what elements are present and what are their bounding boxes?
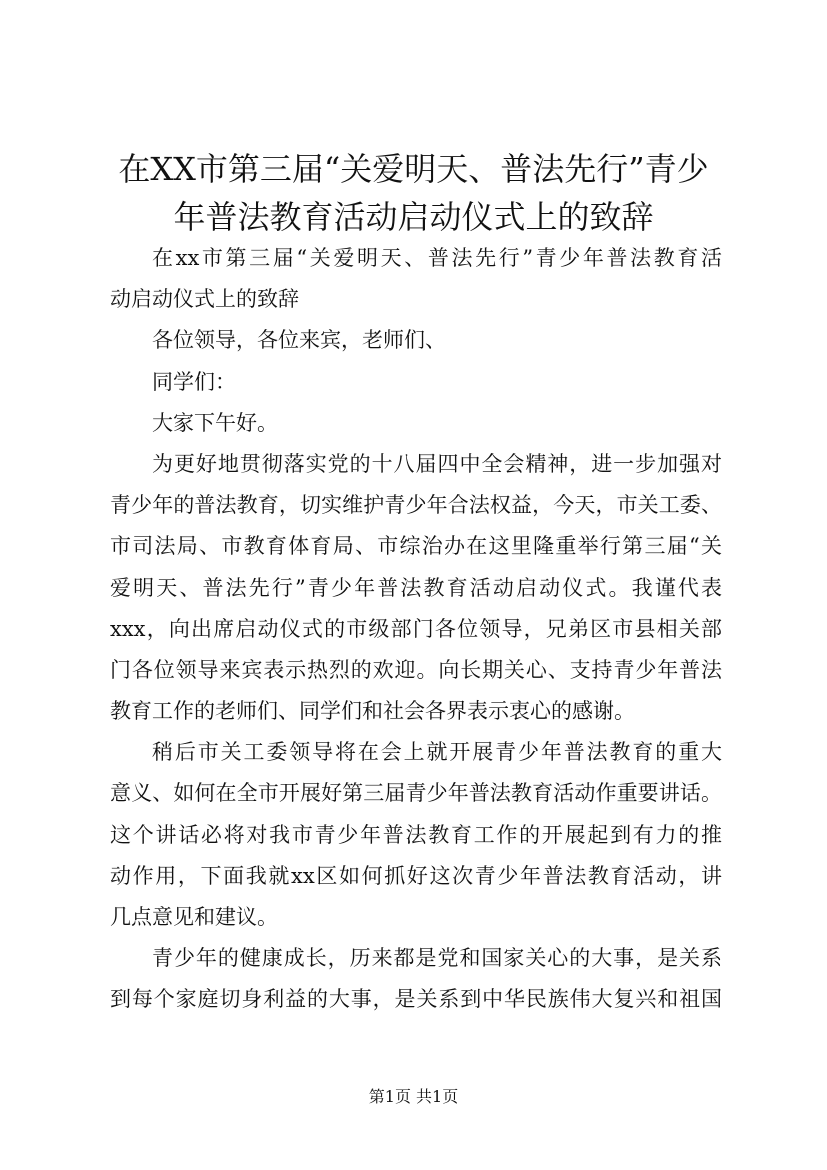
body-line: 动作用，下面我就xx区如何抓好这次青少年普法教育活动，讲 <box>110 863 722 888</box>
body-line: xxx，向出席启动仪式的市级部门各位领导，兄弟区市县相关部 <box>110 616 722 641</box>
body-line: 大家下午好。 <box>152 410 278 435</box>
body-line: 到每个家庭切身利益的大事，是关系到中华民族伟大复兴和祖国 <box>110 987 722 1012</box>
document-body <box>110 238 722 1021</box>
body-line: 在xx市第三届“关爱明天、普法先行”青少年普法教育活 <box>152 246 722 270</box>
body-line: 各位领导，各位来宾，老师们、 <box>152 328 446 353</box>
title-line-1: 在XX市第三届“关爱明天、普法先行”青少 <box>118 150 709 188</box>
body-line: 意义、如何在全市开展好第三届青少年普法教育活动作重要讲话。 <box>110 781 722 806</box>
body-line: 门各位领导来宾表示热烈的欢迎。向长期关心、支持青少年普法 <box>110 657 722 682</box>
body-line: 这个讲话必将对我市青少年普法教育工作的开展起到有力的推 <box>110 822 722 847</box>
body-line: 青少年的健康成长，历来都是党和国家关心的大事，是关系 <box>152 946 722 971</box>
body-line: 青少年的普法教育，切实维护青少年合法权益，今天，市关工委、 <box>110 493 722 518</box>
body-line: 为更好地贯彻落实党的十八届四中全会精神，进一步加强对 <box>152 451 722 476</box>
body-line: 动启动仪式上的致辞 <box>110 287 299 312</box>
page-footer: 第1页 共1页 <box>368 1087 459 1106</box>
body-line: 市司法局、市教育体育局、市综治办在这里隆重举行第三届“关 <box>110 534 722 559</box>
title-line-2: 年普法教育活动启动仪式上的致辞 <box>173 198 654 236</box>
document-title <box>80 145 747 241</box>
body-line: 爱明天、普法先行”青少年普法教育活动启动仪式。我谨代表 <box>110 575 722 600</box>
body-line: 稍后市关工委领导将在会上就开展青少年普法教育的重大 <box>152 740 722 765</box>
body-line: 同学们： <box>152 369 236 394</box>
body-line: 教育工作的老师们、同学们和社会各界表示衷心的感谢。 <box>110 699 635 724</box>
body-line: 几点意见和建议。 <box>110 905 278 929</box>
